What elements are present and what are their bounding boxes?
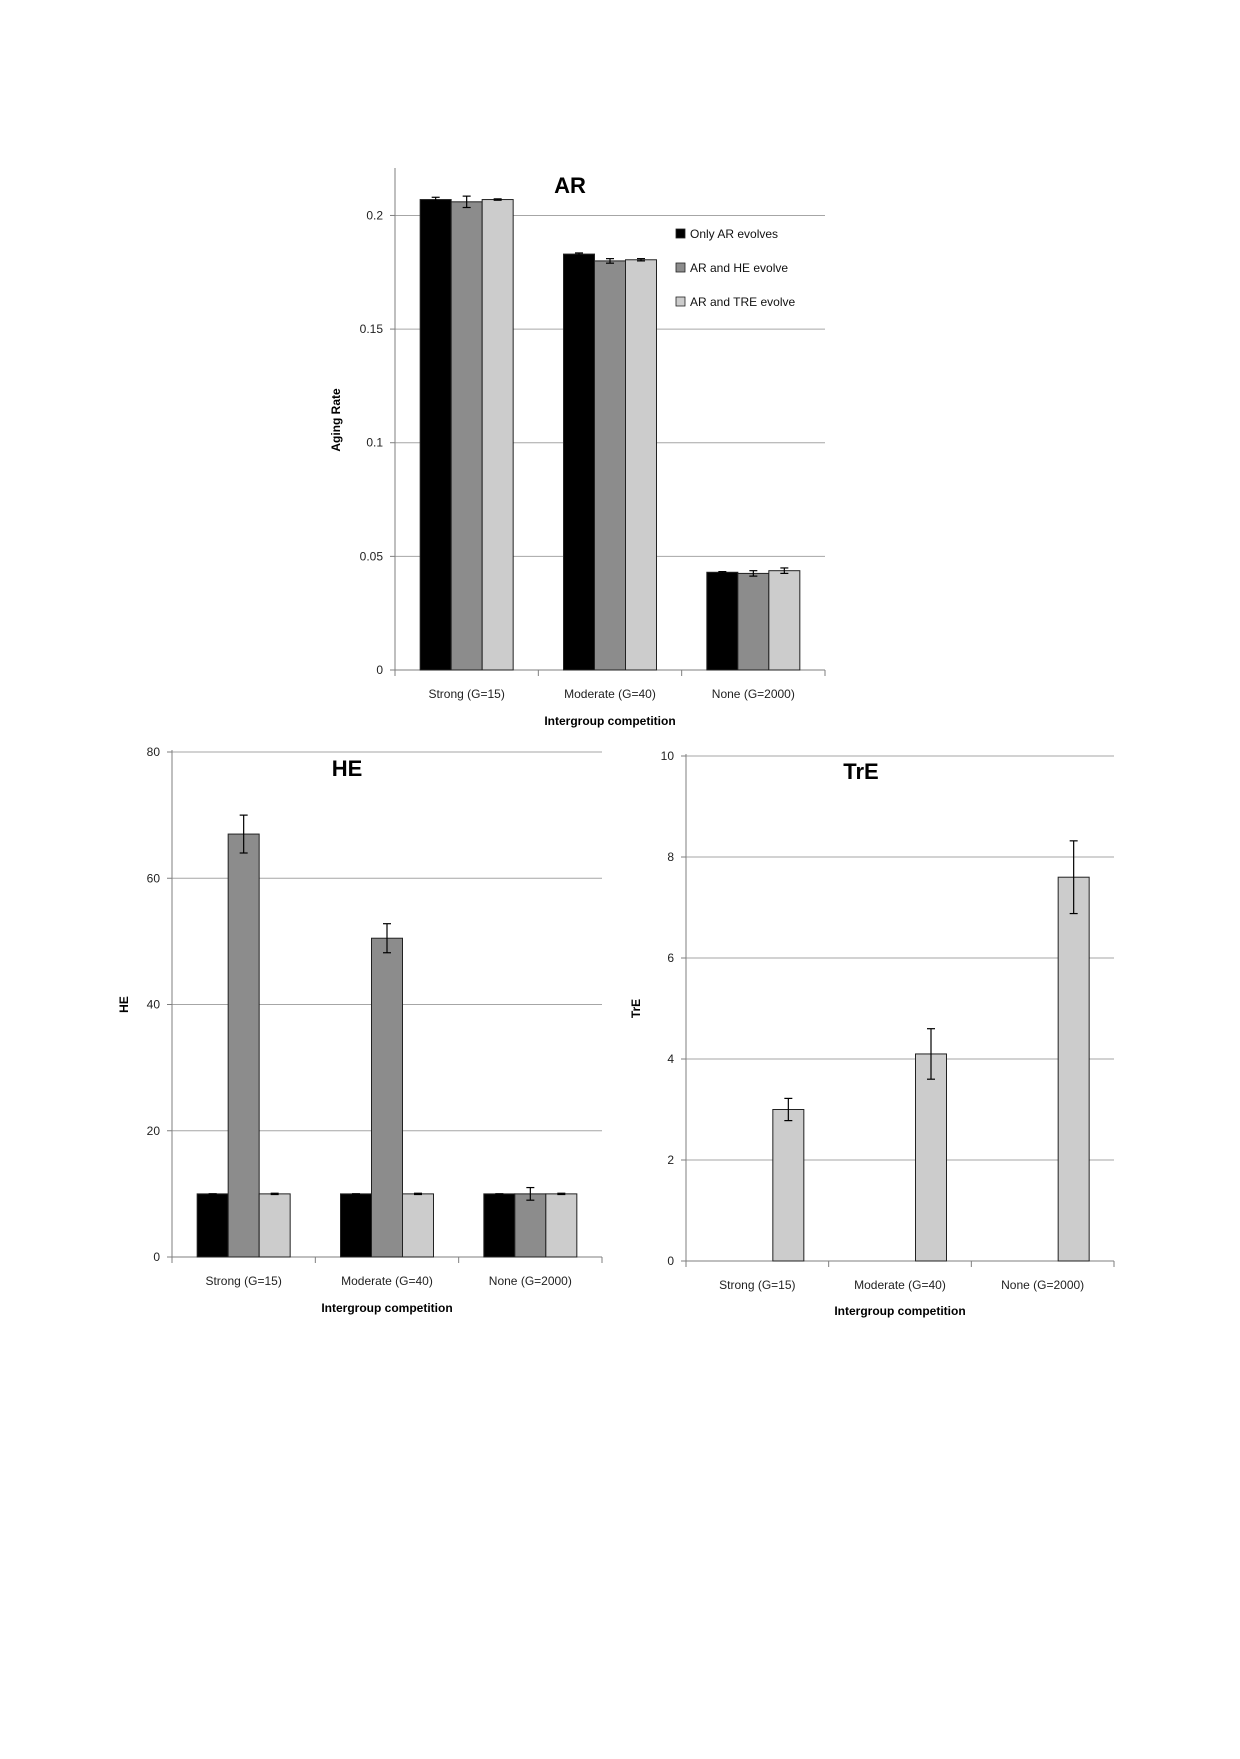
bar bbox=[482, 200, 513, 670]
y-tick-label: 0.2 bbox=[366, 208, 383, 223]
y-tick-label: 6 bbox=[667, 951, 674, 965]
x-tick-label: Strong (G=15) bbox=[428, 687, 505, 701]
bar bbox=[341, 1194, 372, 1257]
y-tick-label: 0 bbox=[376, 663, 383, 677]
bar bbox=[595, 261, 626, 670]
y-tick-label: 0.15 bbox=[359, 322, 383, 337]
y-tick-label: 2 bbox=[667, 1153, 674, 1167]
bar bbox=[769, 571, 800, 670]
y-tick-label: 60 bbox=[146, 871, 160, 886]
bar bbox=[259, 1194, 290, 1257]
x-axis-label: Intergroup competition bbox=[544, 714, 676, 728]
y-tick-label: 80 bbox=[146, 745, 160, 759]
y-axis-label: HE bbox=[117, 996, 131, 1013]
x-tick-label: None (G=2000) bbox=[488, 1274, 572, 1288]
bar bbox=[515, 1194, 546, 1257]
bar bbox=[1058, 877, 1089, 1261]
y-tick-label: 0.1 bbox=[366, 435, 383, 450]
x-axis-label: Intergroup competition bbox=[834, 1304, 966, 1318]
bar bbox=[451, 202, 482, 670]
chart-he bbox=[117, 745, 602, 1315]
legend-swatch bbox=[676, 263, 685, 272]
legend-label: AR and HE evolve bbox=[690, 261, 789, 275]
bar bbox=[197, 1194, 228, 1257]
bar bbox=[228, 834, 259, 1257]
chart-tre bbox=[629, 749, 1114, 1318]
chart-ar bbox=[329, 168, 825, 728]
chart-title: AR bbox=[554, 173, 586, 198]
legend-swatch bbox=[676, 297, 685, 306]
y-axis-label: Aging Rate bbox=[329, 388, 343, 452]
x-tick-label: None (G=2000) bbox=[711, 687, 795, 701]
bar bbox=[403, 1194, 434, 1257]
y-tick-label: 40 bbox=[146, 997, 160, 1012]
bar bbox=[420, 200, 451, 670]
bar bbox=[484, 1194, 515, 1257]
x-tick-label: Moderate (G=40) bbox=[564, 687, 656, 701]
x-tick-label: Moderate (G=40) bbox=[341, 1274, 433, 1288]
chart-title: TrE bbox=[843, 759, 879, 784]
bar bbox=[626, 260, 657, 670]
x-tick-label: Strong (G=15) bbox=[719, 1278, 796, 1292]
bar bbox=[546, 1194, 577, 1257]
y-tick-label: 0 bbox=[667, 1254, 674, 1268]
y-axis-label: TrE bbox=[629, 998, 643, 1019]
legend-swatch bbox=[676, 229, 685, 238]
chart-title: HE bbox=[331, 756, 363, 781]
bar bbox=[773, 1110, 804, 1262]
y-tick-label: 0 bbox=[153, 1250, 160, 1264]
y-tick-label: 4 bbox=[667, 1052, 674, 1066]
x-tick-label: None (G=2000) bbox=[1001, 1278, 1085, 1292]
bar bbox=[564, 254, 595, 670]
y-tick-label: 10 bbox=[660, 749, 674, 763]
x-tick-label: Strong (G=15) bbox=[205, 1274, 282, 1288]
y-tick-label: 20 bbox=[146, 1123, 160, 1138]
y-tick-label: 8 bbox=[667, 850, 674, 864]
y-tick-label: 0.05 bbox=[359, 549, 383, 564]
bar bbox=[738, 573, 769, 670]
bar bbox=[916, 1054, 947, 1261]
bar bbox=[707, 572, 738, 670]
bar bbox=[372, 938, 403, 1257]
legend-label: AR and TRE evolve bbox=[690, 295, 796, 309]
x-tick-label: Moderate (G=40) bbox=[854, 1278, 946, 1292]
legend-label: Only AR evolves bbox=[690, 227, 779, 241]
x-axis-label: Intergroup competition bbox=[321, 1301, 453, 1315]
